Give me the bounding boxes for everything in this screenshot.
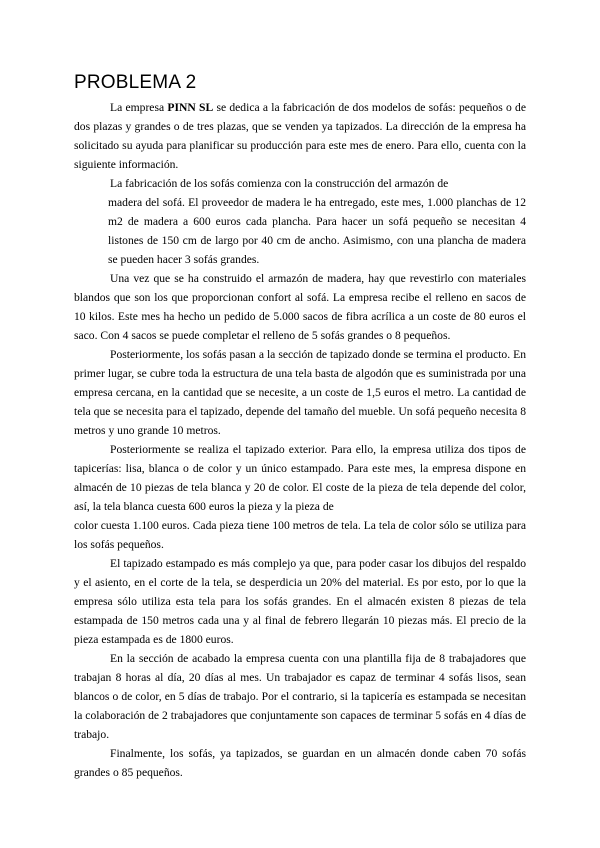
paragraph-exterior-fabric: Posteriormente se realiza el tapizado exterior. Para ello, la empresa utiliza dos tipos de tapicerías: lisa, blanca o de color y un único estampado. Para este mes, la empresa dispone en almacén de 10 piezas de tela blanca y 20 de color. El coste de la pieza de tela depende del color, así, la tela blanca cuesta 600 euros la pieza y la pieza de: [74, 443, 526, 513]
paragraph-filling: Una vez que se ha construido el armazón de madera, hay que revestirlo con materiales blandos que son los que proporcionan confort al sofá. La empresa recibe el relleno en sacos de 10 kilos. Este mes ha hecho un pedido de 5.000 sacos de fibra acrílica a un coste de 80 euros el saco. Con 4 sacos se puede completar el relleno de 5 sofás grandes o 8 pequeños.: [74, 272, 526, 342]
intro-text-start: La empresa: [110, 101, 168, 114]
document-body: [74, 98, 526, 782]
paragraph-storage: Finalmente, los sofás, ya tapizados, se guardan en un almacén donde caben 70 sofás grandes o 85 pequeños.: [74, 747, 526, 779]
paragraph-printed-fabric: El tapizado estampado es más complejo ya que, para poder casar los dibujos del respaldo y el asiento, en el corte de la tela, se desperdicia un 20% del material. Es por esto, por lo que la empresa sólo utiliza esta tela para los sofás grandes. En el almacén existen 8 piezas de tela estampada de 150 metros cada una y al final de febrero llegarán 10 piezas más. El precio de la pieza estampada es de 1800 euros.: [74, 557, 526, 646]
paragraph-wood: madera del sofá. El proveedor de madera le ha entregado, este mes, 1.000 planchas de 12 m2 de madera a 600 euros cada plancha. Para hacer un sofá pequeño se necesitan 4 listones de 150 cm de largo por 40 cm de ancho. Asimismo, con una plancha de madera se pueden hacer 3 sofás grandes.: [108, 196, 526, 266]
page-title: PROBLEMA 2: [74, 72, 197, 93]
paragraph-upholstery: Posteriormente, los sofás pasan a la sección de tapizado donde se termina el producto. En primer lugar, se cubre toda la estructura de una tela basta de algodón que es suministrada por una empresa cercana, en la cantidad que se necesite, a un coste de 1,5 euros el metro. La cantidad de tela que se necesita para el tapizado, depende del tamaño del mueble. Un sofá pequeño necesita 8 metros y uno grande 10 metros.: [74, 348, 526, 437]
paragraph-intro: [74, 98, 526, 174]
intro-text-rest: se dedica a la fabricación de dos modelos de sofás: pequeños o de dos plazas y grandes o de tres plazas, que se venden ya tapizados. La dirección de la empresa ha solicitado su ayuda para planificar su producción para este mes de enero. Para ello, cuenta con la siguiente información.: [74, 101, 527, 171]
paragraph-wood-first-line: La fabricación de los sofás comienza con la construcción del armazón de: [110, 177, 449, 190]
paragraph-finishing: En la sección de acabado la empresa cuenta con una plantilla fija de 8 trabajadores que trabajan 8 horas al día, 20 días al mes. Un trabajador es capaz de terminar 4 sofás lisos, sean blancos o de color, en 5 días de trabajo. Por el contrario, si la tapicería es estampada se necesitan la colaboración de 2 trabajadores que conjuntamente son capaces de terminar 5 sofás en 4 días de trabajo.: [74, 652, 526, 741]
paragraph-exterior-fabric-cont: color cuesta 1.100 euros. Cada pieza tiene 100 metros de tela. La tela de color sólo se utiliza para los sofás pequeños.: [74, 519, 526, 551]
company-name: PINN SL: [167, 101, 214, 114]
